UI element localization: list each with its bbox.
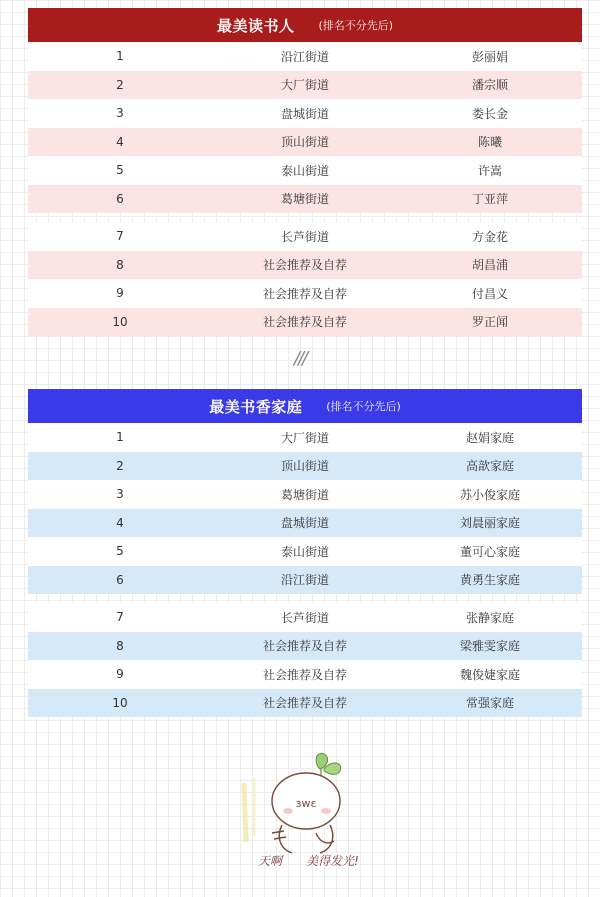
- row-number: 10: [112, 695, 128, 710]
- table-row: [28, 509, 582, 538]
- table-row: [28, 632, 582, 661]
- table-row: [28, 537, 582, 566]
- row-street: 泰山街道: [280, 163, 329, 178]
- row-name: 梁雅雯家庭: [459, 639, 520, 654]
- table-row: [28, 689, 582, 718]
- table-row: [28, 480, 582, 509]
- table-row: [28, 660, 582, 689]
- families-title: 最美书香家庭: [209, 397, 303, 416]
- row-street: 大厂街道: [280, 430, 329, 445]
- row-number: 5: [116, 544, 124, 559]
- row-name: 方金花: [471, 229, 508, 244]
- row-street: 社会推荐及自荐: [262, 286, 347, 301]
- row-number: 1: [116, 49, 124, 64]
- row-number: 7: [116, 229, 124, 244]
- row-name: 魏俊婕家庭: [459, 667, 520, 682]
- row-number: 8: [116, 638, 124, 653]
- table-row: [28, 566, 582, 595]
- readers-section: [28, 8, 582, 336]
- readers-title: 最美读书人: [216, 16, 295, 35]
- row-number: 10: [112, 314, 128, 329]
- row-name: 高歆家庭: [465, 459, 514, 474]
- row-name: 赵娟家庭: [465, 430, 514, 445]
- table-row: [28, 222, 582, 251]
- row-street: 顶山街道: [280, 459, 329, 474]
- families-header: [28, 389, 582, 423]
- row-number: 2: [116, 77, 124, 92]
- families-table: [28, 423, 582, 717]
- row-number: 3: [116, 487, 124, 502]
- row-number: 4: [116, 515, 124, 530]
- row-number: 4: [116, 134, 124, 149]
- table-row: [28, 452, 582, 481]
- row-number: 6: [116, 572, 124, 587]
- row-street: 盘城街道: [280, 106, 329, 121]
- row-name: 罗正闻: [471, 315, 508, 330]
- row-name: 陈曦: [477, 135, 502, 150]
- row-name: 丁亚萍: [471, 192, 508, 207]
- table-row: [28, 251, 582, 280]
- table-row: [28, 423, 582, 452]
- row-name: 许嵩: [477, 163, 502, 178]
- row-name: 彭丽娟: [471, 49, 508, 64]
- row-street: 盘城街道: [280, 516, 329, 531]
- row-number: 8: [116, 257, 124, 272]
- mascot-face-text: ɜwɛ: [295, 797, 317, 810]
- row-number: 5: [116, 163, 124, 178]
- row-name: 张静家庭: [465, 610, 514, 625]
- table-row: [28, 308, 582, 337]
- table-row: [28, 279, 582, 308]
- row-name: 娄长金: [471, 106, 508, 121]
- readers-note: (排名不分先后): [318, 19, 394, 32]
- families-section: [28, 389, 582, 717]
- row-street: 社会推荐及自荐: [262, 639, 347, 654]
- table-row: [28, 42, 582, 71]
- section-separator: ///: [293, 348, 307, 369]
- table-row: [28, 71, 582, 100]
- row-number: 9: [116, 667, 124, 682]
- row-street: 顶山街道: [280, 135, 329, 150]
- row-street: 葛塘街道: [280, 487, 329, 502]
- row-name: 苏小俊家庭: [459, 487, 520, 502]
- row-number: 2: [116, 458, 124, 473]
- row-name: 潘宗顺: [471, 78, 508, 93]
- readers-table: [28, 42, 582, 336]
- families-note: (排名不分先后): [326, 400, 401, 413]
- row-number: 1: [116, 430, 124, 445]
- row-street: 泰山街道: [280, 544, 329, 559]
- row-name: 付昌义: [471, 286, 508, 301]
- row-street: 大厂街道: [280, 78, 329, 93]
- table-row: [28, 128, 582, 157]
- row-number: 3: [116, 106, 124, 121]
- row-name: 黄勇生家庭: [459, 573, 520, 588]
- row-name: 董可心家庭: [459, 544, 520, 559]
- table-row: [28, 603, 582, 632]
- row-street: 社会推荐及自荐: [262, 667, 347, 682]
- row-street: 社会推荐及自荐: [262, 258, 347, 273]
- row-name: 胡昌浦: [471, 258, 508, 273]
- row-number: 7: [116, 610, 124, 625]
- table-row: [28, 156, 582, 185]
- row-number: 6: [116, 191, 124, 206]
- row-street: 社会推荐及自荐: [262, 696, 347, 711]
- row-street: 葛塘街道: [280, 192, 329, 207]
- row-street: 长芦街道: [280, 229, 329, 244]
- table-row: [28, 99, 582, 128]
- row-street: 沿江街道: [280, 49, 329, 64]
- mascot-caption-left: 天啊: [258, 854, 283, 868]
- row-name: 常强家庭: [465, 696, 514, 711]
- mascot-caption-right: 美得发光!: [306, 854, 359, 868]
- row-street: 社会推荐及自荐: [262, 315, 347, 330]
- row-name: 刘晨丽家庭: [459, 516, 520, 531]
- readers-header: [28, 8, 582, 42]
- row-number: 9: [116, 286, 124, 301]
- row-street: 沿江街道: [280, 573, 329, 588]
- row-street: 长芦街道: [280, 610, 329, 625]
- table-row: [28, 185, 582, 214]
